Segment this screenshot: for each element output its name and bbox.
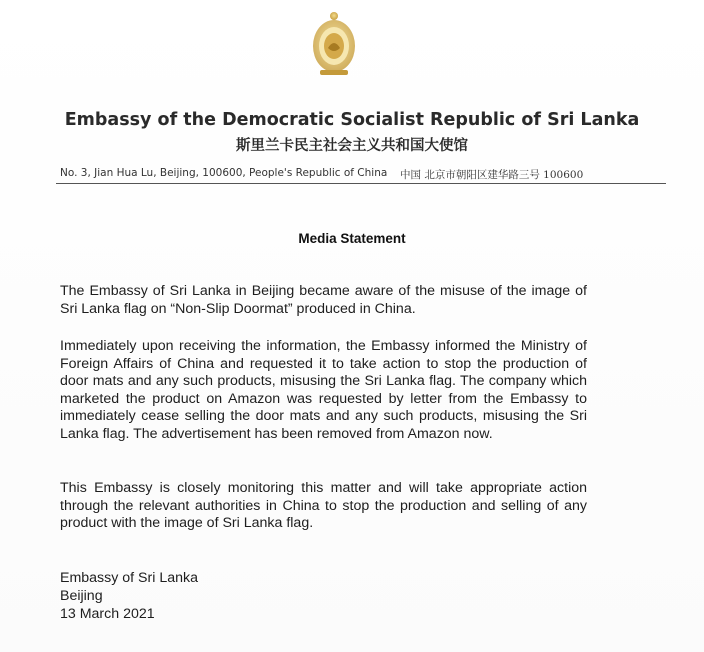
statement-paragraph-2: Immediately upon receiving the information, the Embassy informed the Ministry of Foreign Affairs of China and requested it to take action to stop the production of door mats and any such products, misusing the Sri Lanka flag. The company which marketed the product on Amazon was requested by letter from the Embassy to immediately cease selling the door mats and any such products, misusing the Sri Lanka flag. The advertisement has been removed from Amazon now.	[60, 338, 587, 442]
embassy-title-english: Embassy of the Democratic Socialist Republic of Sri Lanka	[64, 110, 640, 130]
embassy-title-chinese: 斯里兰卡民主社会主义共和国大使馆	[236, 138, 468, 154]
address-english: No. 3, Jian Hua Lu, Beijing, 100600, People's Republic of China	[60, 167, 388, 179]
statement-heading: Media Statement	[298, 231, 406, 246]
sri-lanka-national-emblem-icon	[310, 10, 358, 78]
address-chinese: 中国 北京市朝阳区建华路三号 100600	[400, 169, 584, 181]
header-divider	[56, 183, 666, 184]
statement-paragraph-3: This Embassy is closely monitoring this matter and will take appropriate action through the relevant authorities in China to stop the production and selling of any product with the image of Sri Lanka flag.	[60, 480, 587, 532]
signature-city: Beijing	[60, 588, 103, 604]
signature-date: 13 March 2021	[60, 606, 155, 622]
signature-sender: Embassy of Sri Lanka	[60, 570, 198, 586]
statement-paragraph-1: The Embassy of Sri Lanka in Beijing became aware of the misuse of the image of Sri Lanka flag on “Non-Slip Doormat” produced in China.	[60, 283, 587, 317]
